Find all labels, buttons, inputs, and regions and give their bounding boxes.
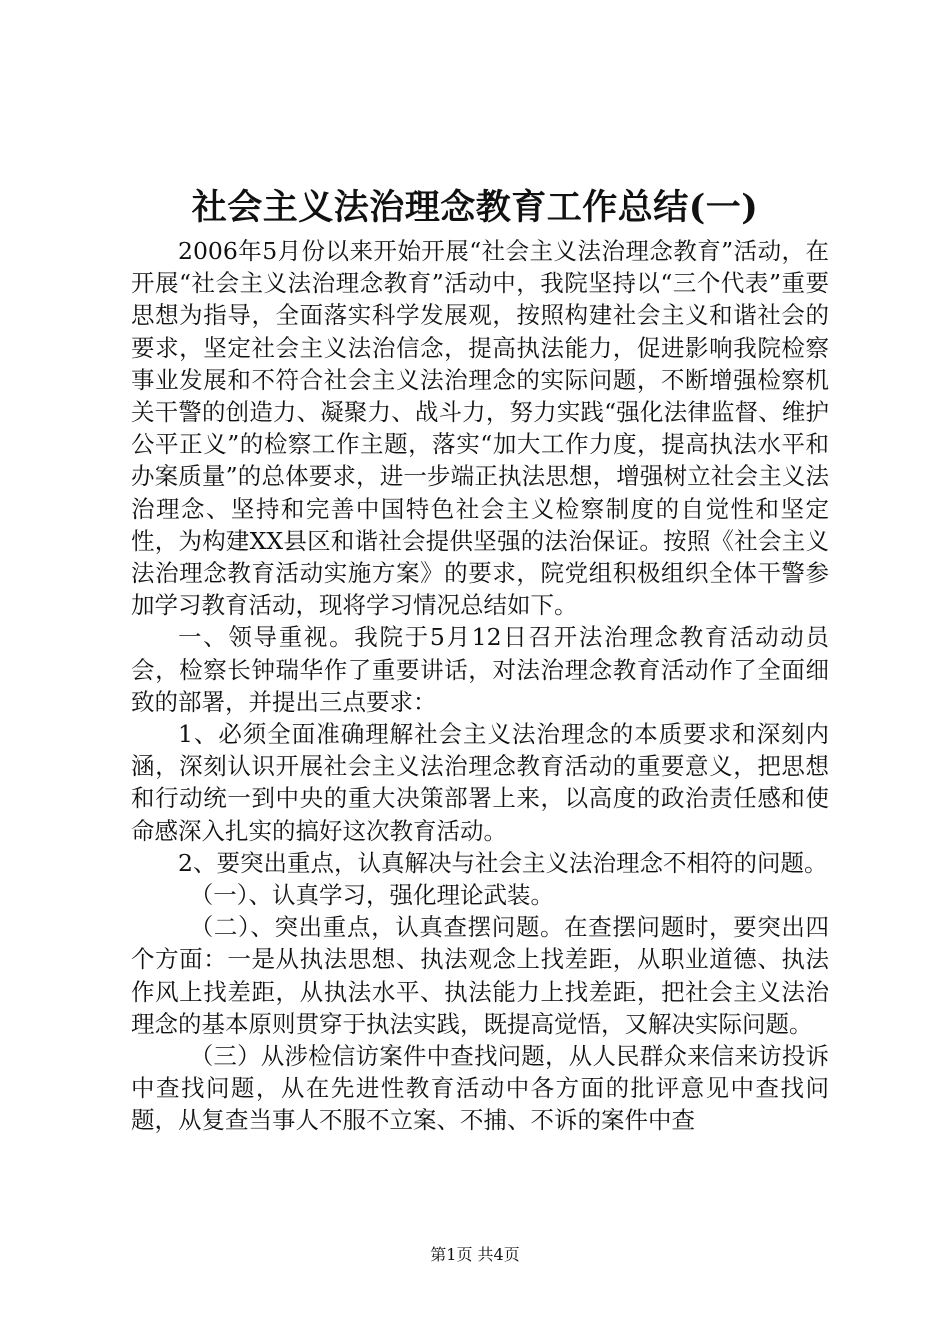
paragraph-sub-3: （三）从涉检信访案件中查找问题，从人民群众来信来访投诉中查找问题，从在先进性教育活动中各方面的批评意见中查找问题，从复查当事人不服不立案、不捕、不诉的案件中查 <box>131 1042 829 1135</box>
page-number-footer: 第1页 共4页 <box>430 1245 520 1264</box>
paragraph-sub-1: （一）、认真学习，强化理论武装。 <box>189 881 554 910</box>
paragraph-requirement-2: 2、要突出重点，认真解决与社会主义法治理念不相符的问题。 <box>178 848 828 877</box>
document-body <box>131 235 829 1137</box>
paragraph-intro: 2006年5月份以来开始开展“社会主义法治理念教育”活动，在开展“社会主义法治理念教育”活动中，我院坚持以“三个代表”重要思想为指导，全面落实科学发展观，按照构建社会主义和谐社会的要求，坚定社会主义法治信念，提高执法能力，促进影响我院检察事业发展和不符合社会主义法治理念的实际问题，不断增强检察机关干警的创造力、凝聚力、战斗力，努力实践“强化法律监督、维护公平正义”的检察工作主题，落实“加大工作力度，提高执法水平和办案质量”的总体要求，进一步端正执法思想，增强树立社会主义法治理念、坚持和完善中国特色社会主义检察制度的自觉性和坚定性，为构建XX县区和谐社会提供坚强的法治保证。按照《社会主义法治理念教育活动实施方案》的要求，院党组积极组织全体干警参加学习教育活动，现将学习情况总结如下。 <box>131 237 829 620</box>
paragraph-leadership: 一、领导重视。我院于5月12日召开法治理念教育活动动员会，检察长钟瑞华作了重要讲话，对法治理念教育活动作了全面细致的部署，并提出三点要求： <box>131 623 829 716</box>
paragraph-requirement-1: 1、必须全面准确理解社会主义法治理念的本质要求和深刻内涵，深刻认识开展社会主义法治理念教育活动的重要意义，把思想和行动统一到中央的重大决策部署上来，以高度的政治责任感和使命感深入扎实的搞好这次教育活动。 <box>131 720 829 845</box>
paragraph-sub-2: （二）、突出重点，认真查摆问题。在查摆问题时，要突出四个方面：一是从执法思想、执法观念上找差距，从职业道德、执法作风上找差距，从执法水平、执法能力上找差距，把社会主义法治理念的基本原则贯穿于执法实践，既提高觉悟，又解决实际问题。 <box>131 913 829 1038</box>
document-title: 社会主义法治理念教育工作总结(一) <box>191 187 759 228</box>
